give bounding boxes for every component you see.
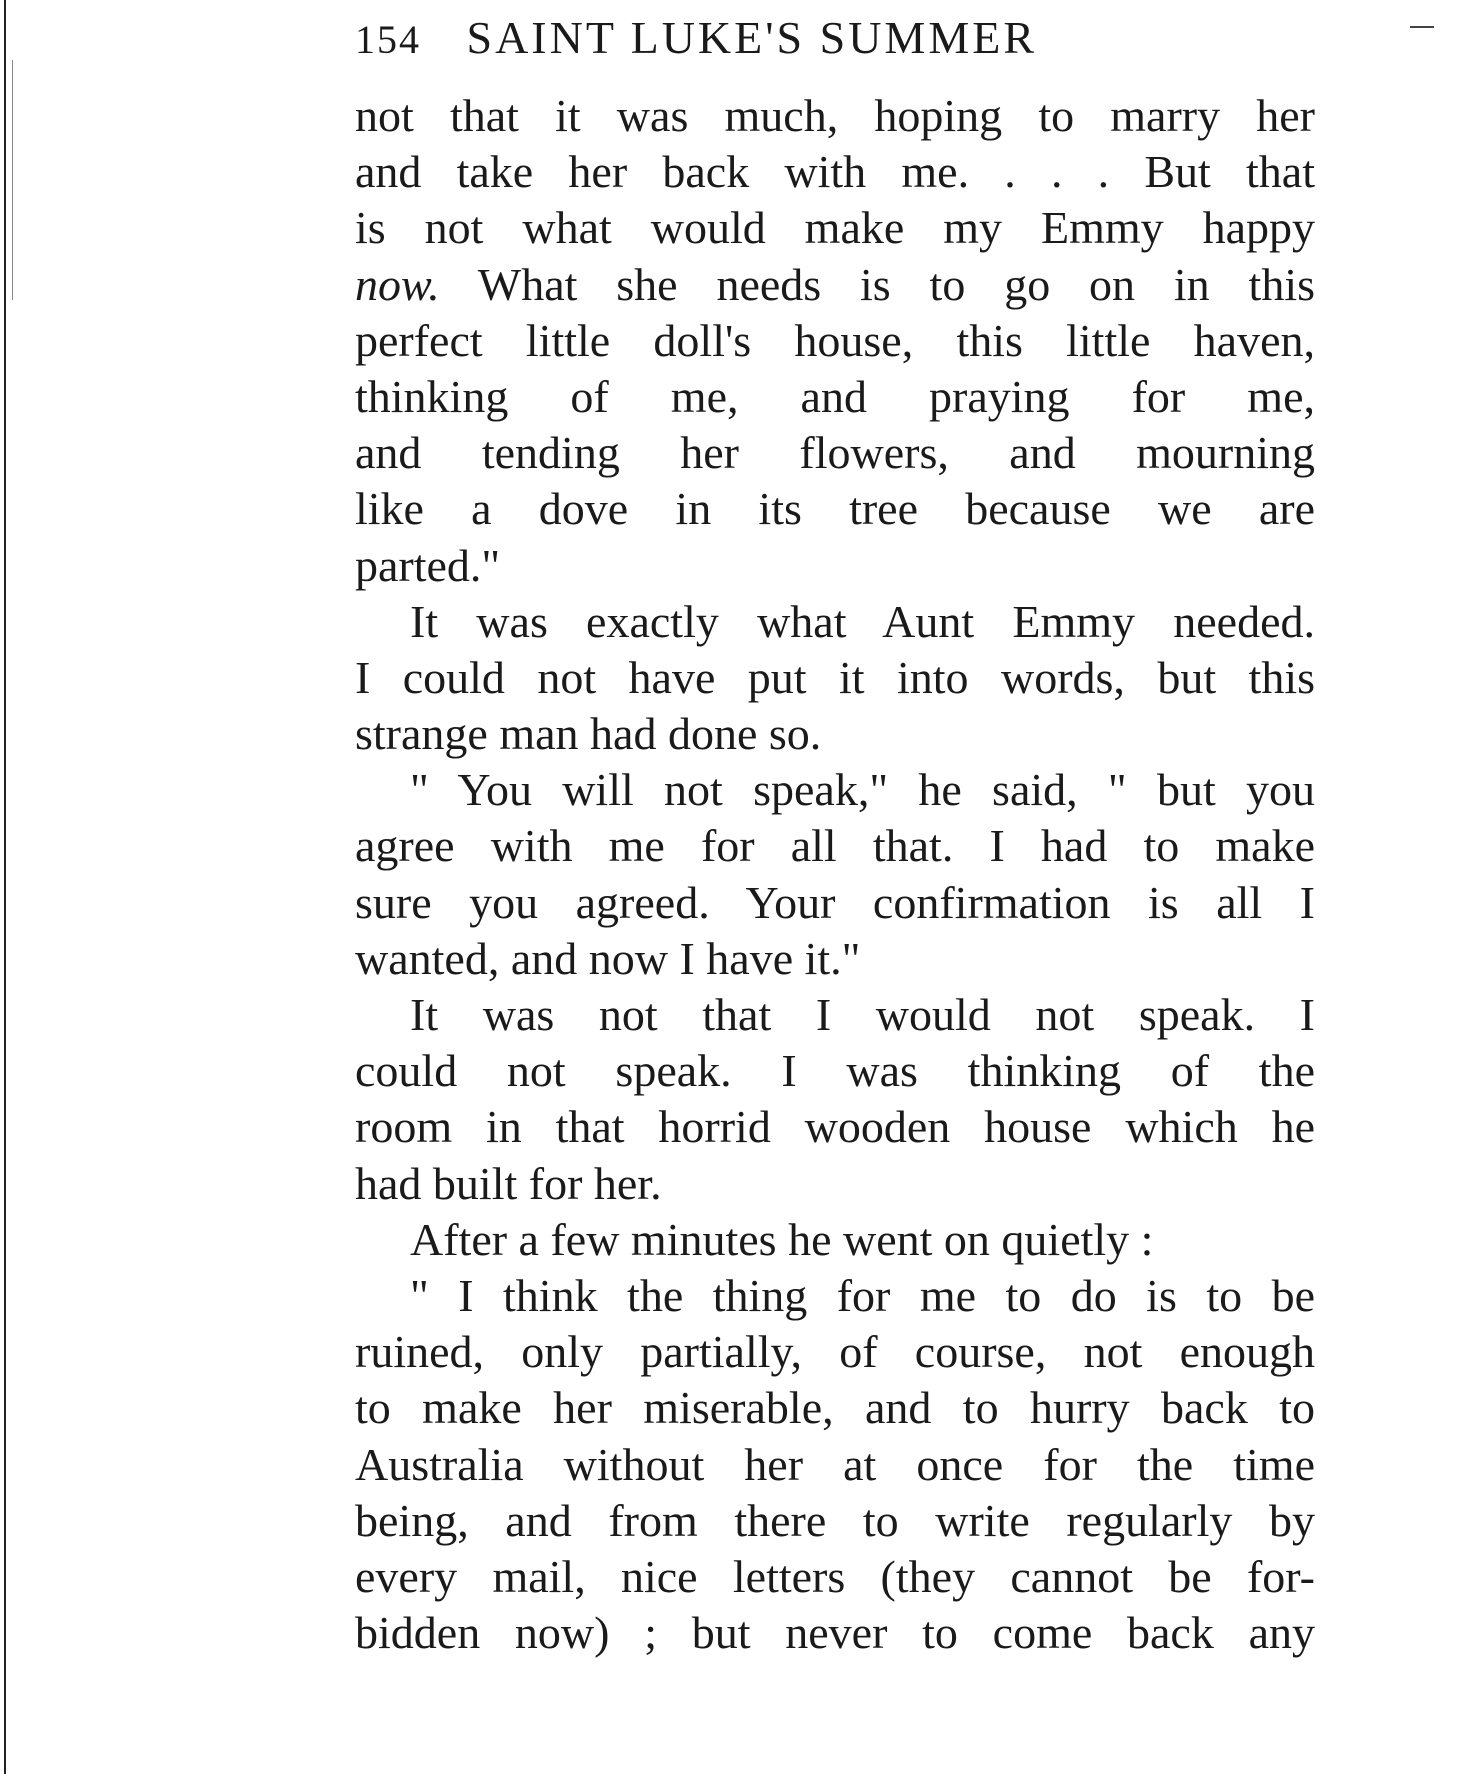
running-head: [355, 8, 1315, 68]
text-line: agree with me for all that. I had to make: [355, 820, 1315, 872]
text-line: room in that horrid wooden house which he: [355, 1101, 1315, 1153]
paragraph-start: It was not that I would not speak. I: [410, 989, 1315, 1040]
text-line: and take her back with me. . . . But that: [355, 146, 1315, 198]
body-text: [355, 88, 1315, 1661]
text-line-continuation: What she needs is to go on in this: [439, 258, 1315, 310]
text-line: could not speak. I was thinking of the: [355, 1045, 1315, 1097]
text-line: and tending her flowers, and mourning: [355, 427, 1315, 479]
text-line: thinking of me, and praying for me,: [355, 370, 1315, 422]
text-line: ruined, only partially, of course, not enough: [355, 1326, 1315, 1378]
text-line: to make her miserable, and to hurry back to: [355, 1382, 1315, 1434]
running-title: SAINT LUKE'S SUMMER: [466, 12, 1038, 63]
text-line: like a dove in its tree because we are: [355, 483, 1315, 535]
text-line: strange man had done so.: [355, 708, 822, 760]
text-line: every mail, nice letters (they cannot be for-: [355, 1550, 1315, 1602]
text-line: bidden now) ; but never to come back any: [355, 1607, 1315, 1659]
emphasized-word: now.: [355, 258, 440, 310]
text-line: had built for her.: [355, 1157, 662, 1209]
paragraph-start: It was exactly what Aunt Emmy needed.: [410, 595, 1315, 647]
text-line: perfect little doll's house, this little haven,: [355, 314, 1315, 366]
text-line-composite: [355, 257, 1315, 313]
page-number: 154: [355, 17, 421, 62]
paragraph-start: " You will not speak," he said, " but you: [410, 764, 1315, 816]
paragraph-start: " I think the thing for me to do is to be: [410, 1269, 1315, 1321]
text-line: sure you agreed. Your confirmation is all I: [355, 876, 1315, 928]
paragraph-start: After a few minutes he went on quietly :: [410, 1213, 1154, 1265]
page-edge-line: [4, 0, 6, 1774]
text-line: being, and from there to write regularly by: [355, 1494, 1315, 1546]
text-line: parted.": [355, 539, 501, 591]
page-edge-shadow: [12, 60, 13, 300]
text-line: Australia without her at once for the time: [355, 1438, 1315, 1490]
text-line: not that it was much, hoping to marry her: [355, 90, 1315, 141]
text-line: wanted, and now I have it.": [355, 932, 861, 984]
text-line: I could not have put it into words, but this: [355, 651, 1315, 703]
text-line: is not what would make my Emmy happy: [355, 202, 1315, 254]
corner-mark: [1410, 26, 1434, 28]
